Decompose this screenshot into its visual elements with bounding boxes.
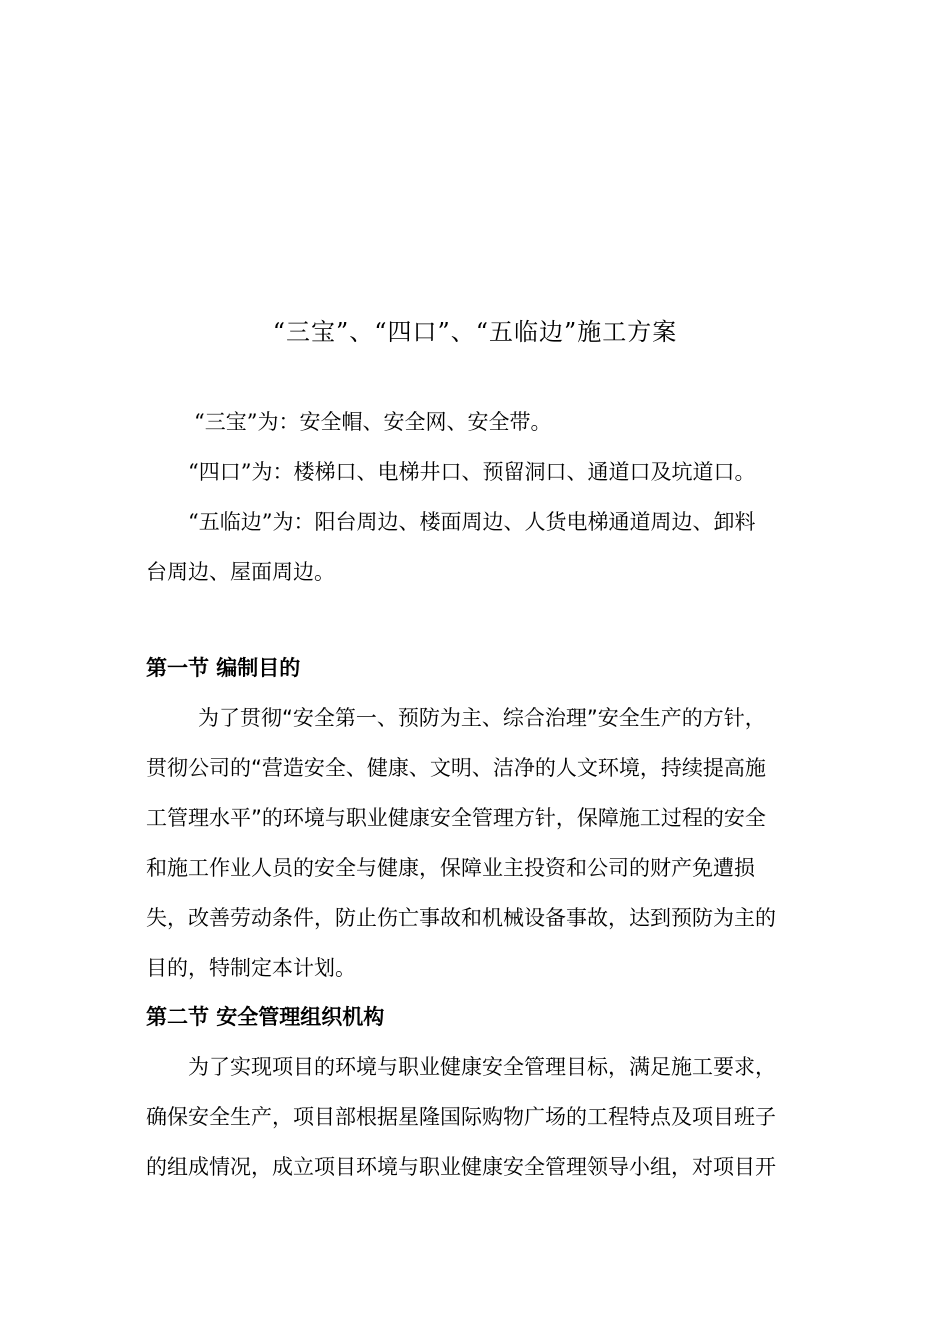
section1-line: 失，改善劳动条件，防止伤亡事故和机械设备事故，达到预防为主的 [146, 906, 776, 930]
section2-paragraph [146, 1042, 810, 1192]
document-title: “三宝”、“四口”、“五临边”施工方案 [272, 318, 678, 346]
intro-sikou: “四口”为：楼梯口、电梯井口、预留洞口、通道口及坑道口。 [188, 460, 756, 484]
intro-block [146, 397, 810, 597]
section1-line: 工管理水平”的环境与职业健康安全管理方针，保障施工过程的安全 [146, 806, 766, 830]
section1-line: 为了贯彻“安全第一、预防为主、综合治理”安全生产的方针， [198, 706, 766, 730]
section2-heading: 第二节 安全管理组织机构 [146, 1005, 385, 1029]
section2-line: 确保安全生产，项目部根据星隆国际购物广场的工程特点及项目班子 [146, 1105, 776, 1129]
section1-line: 和施工作业人员的安全与健康，保障业主投资和公司的财产免遭损 [146, 856, 755, 880]
section1-line: 贯彻公司的“营造安全、健康、文明、洁净的人文环境，持续提高施 [146, 756, 766, 780]
intro-wulinbian-line1: “五临边”为：阳台周边、楼面周边、人货电梯通道周边、卸料 [188, 510, 756, 534]
section2-line: 为了实现项目的环境与职业健康安全管理目标，满足施工要求， [188, 1055, 776, 1079]
intro-wulinbian-line2: 台周边、屋面周边。 [146, 560, 335, 584]
intro-sanbao: “三宝”为：安全帽、安全网、安全带。 [194, 410, 552, 434]
section1-line: 目的，特制定本计划。 [146, 956, 356, 980]
section1-heading: 第一节 编制目的 [146, 656, 301, 680]
section2-line: 的组成情况，成立项目环境与职业健康安全管理领导小组，对项目开 [146, 1155, 776, 1179]
section1-paragraph [146, 693, 810, 993]
